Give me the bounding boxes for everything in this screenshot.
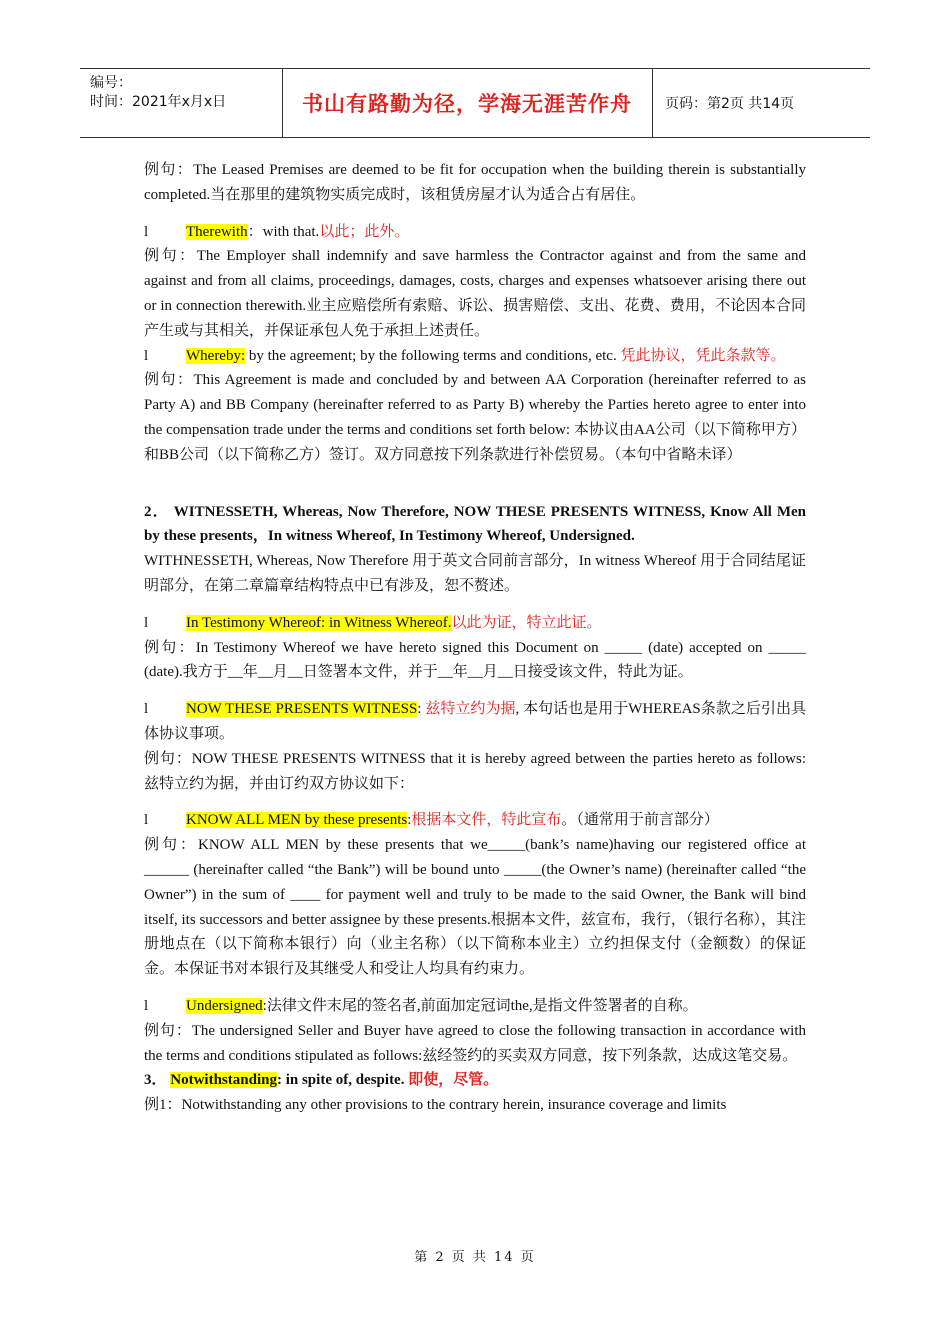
- example-whereby: 例句：This Agreement is made and concluded by and between AA Corporation (hereinafter referred to as Party A) and BB Company (hereinafter referred to as Party B) whereby the Parties hereto agree to enter into the compensation trade under the terms and conditions set forth below: 本协议由AA公司（以下简称甲方）和BB公司（以下简称乙方）签订。双方同意按下列条款进行补偿贸易。（本句中省略未译）: [144, 372, 806, 463]
- example-therewith: 例句：The Employer shall indemnify and save harmless the Contractor against and from the same and against and from all claims, proceedings, damages, costs, charges and expenses whatsoever arising there out or in connection therewith.业主应赔偿所有索赔、诉讼、损害赔偿、支出、花费、费用，不论因本合同产生或与其相关，并保证承包人免于承担上述责任。: [144, 248, 806, 339]
- header-motto: 书山有路勤为径，学海无涯苦作舟: [302, 92, 632, 116]
- bullet-marker: l: [144, 614, 149, 631]
- term-whereby-label: Whereby:: [186, 347, 246, 364]
- header-page-info: 页码：第2页 共14页: [665, 96, 795, 112]
- term-whereby-cn: 凭此协议，凭此条款等。: [620, 347, 786, 364]
- date-label: 时间：2021年x月x日: [90, 94, 227, 110]
- term-therewith-def: ：with that.: [247, 223, 320, 240]
- serial-label: 编号：: [90, 75, 132, 91]
- section-2-heading: 2． WITNESSETH, Whereas, Now Therefore, NOW THESE PRESENTS WITNESS, Know All Men by these presents，In witness Whereof, In Testimony Whereof, Undersigned.: [144, 503, 806, 545]
- section-3-number: 3．: [144, 1072, 171, 1089]
- document-body: [144, 158, 806, 1118]
- term-therewith: [144, 220, 806, 245]
- section-3-def: : in spite of, despite.: [276, 1072, 409, 1089]
- term-presents-label: NOW THESE PRESENTS WITNESS: [186, 701, 418, 718]
- term-therewith-cn: 以此；此外。: [319, 223, 410, 240]
- term-presents-witness: [144, 697, 806, 747]
- bullet-marker: l: [144, 701, 149, 718]
- term-presents-colon: :: [417, 701, 426, 718]
- term-knowall-rest: 。（通常用于前言部分）: [561, 812, 719, 829]
- section-3-term: Notwithstanding: [170, 1072, 277, 1089]
- section-2-body: WITHNESSETH, Whereas, Now Therefore 用于英文合同前言部分，In witness Whereof 用于合同结尾证明部分，在第二章篇章结构特点中已有涉及，恕不赘述。: [144, 553, 806, 594]
- header-page-cell: [653, 69, 870, 137]
- term-knowall-cn: 根据本文件，特此宣布: [411, 812, 562, 829]
- term-therewith-label: Therewith: [186, 223, 248, 240]
- example-know-all-men: 例句：KNOW ALL MEN by these presents that we_____(bank’s name)having our registered office at ______ (hereinafter called “the Bank”) will be bound unto _____(the Owner’s name) (hereinafter called “the Owner”) in the sum of ____ for payment well and truly to be made to the said Owner, the Bank will bind itself, its successors and better assignee by these presents.根据本文件，兹宣布，我行，（银行名称），其注册地点在（以下简称本银行）向（业主名称）（以下简称本业主）立约担保支付（金额数）的保证金。本保证书对本银行及其继受人和受让人均具有约束力。: [144, 837, 806, 978]
- term-undersigned: [144, 994, 806, 1019]
- term-testimony-cn: 以此为证，特立此证。: [451, 614, 602, 631]
- example-leased-premises: 例句：The Leased Premises are deemed to be fit for occupation when the building therein is substantially completed.当在那里的建筑物实质完成时，该租赁房屋才认为适合占有居住。: [144, 162, 806, 203]
- page-header: [80, 68, 870, 138]
- section-3-heading: [144, 1068, 806, 1093]
- term-knowall-label: KNOW ALL MEN by these presents: [186, 812, 408, 829]
- term-presents-cn: 兹特立约为据: [425, 701, 516, 718]
- term-knowall-colon: :: [407, 812, 412, 829]
- term-testimony-label: In Testimony Whereof: in Witness Whereof.: [186, 614, 452, 631]
- term-testimony: [144, 611, 806, 636]
- header-left-cell: [80, 69, 283, 137]
- term-undersigned-rest: :法律文件末尾的签名者,前面加定冠词the,是指文件签署者的自称。: [262, 997, 698, 1014]
- header-motto-cell: [282, 69, 653, 137]
- example-testimony: 例句：In Testimony Whereof we have hereto signed this Document on _____ (date) accepted on _____ (date).我方于__年__月__日签署本文件，并于__年__月__日接受该文件，特此为证。: [144, 639, 806, 681]
- term-whereby-def: by the agreement; by the following terms and conditions, etc.: [245, 347, 621, 364]
- section-3-cn: 即使，尽管。: [408, 1072, 499, 1089]
- example-presents-witness: 例句：NOW THESE PRESENTS WITNESS that it is hereby agreed between the parties hereto as follows: 兹特立约为据，并由订约双方协议如下：: [144, 750, 806, 792]
- example-notwithstanding: 例1：Notwithstanding any other provisions to the contrary herein, insurance coverage and limits: [144, 1097, 727, 1114]
- page-footer: 第 2 页 共 14 页: [414, 1250, 536, 1265]
- bullet-marker: l: [144, 223, 149, 240]
- bullet-marker: l: [144, 812, 149, 829]
- term-presents-rest: , 本句话也是用于WHEREAS条款之后引出具体协议事项。: [144, 701, 806, 742]
- term-whereby: [144, 344, 806, 369]
- term-know-all-men: [144, 808, 806, 833]
- term-undersigned-label: Undersigned: [186, 997, 263, 1014]
- example-undersigned: 例句：The undersigned Seller and Buyer have agreed to close the following transaction in accordance with the terms and conditions stipulated as follows:兹经签约的买卖双方同意，按下列条款，达成这笔交易。: [144, 1022, 806, 1064]
- bullet-marker: l: [144, 997, 149, 1014]
- bullet-marker: l: [144, 347, 149, 364]
